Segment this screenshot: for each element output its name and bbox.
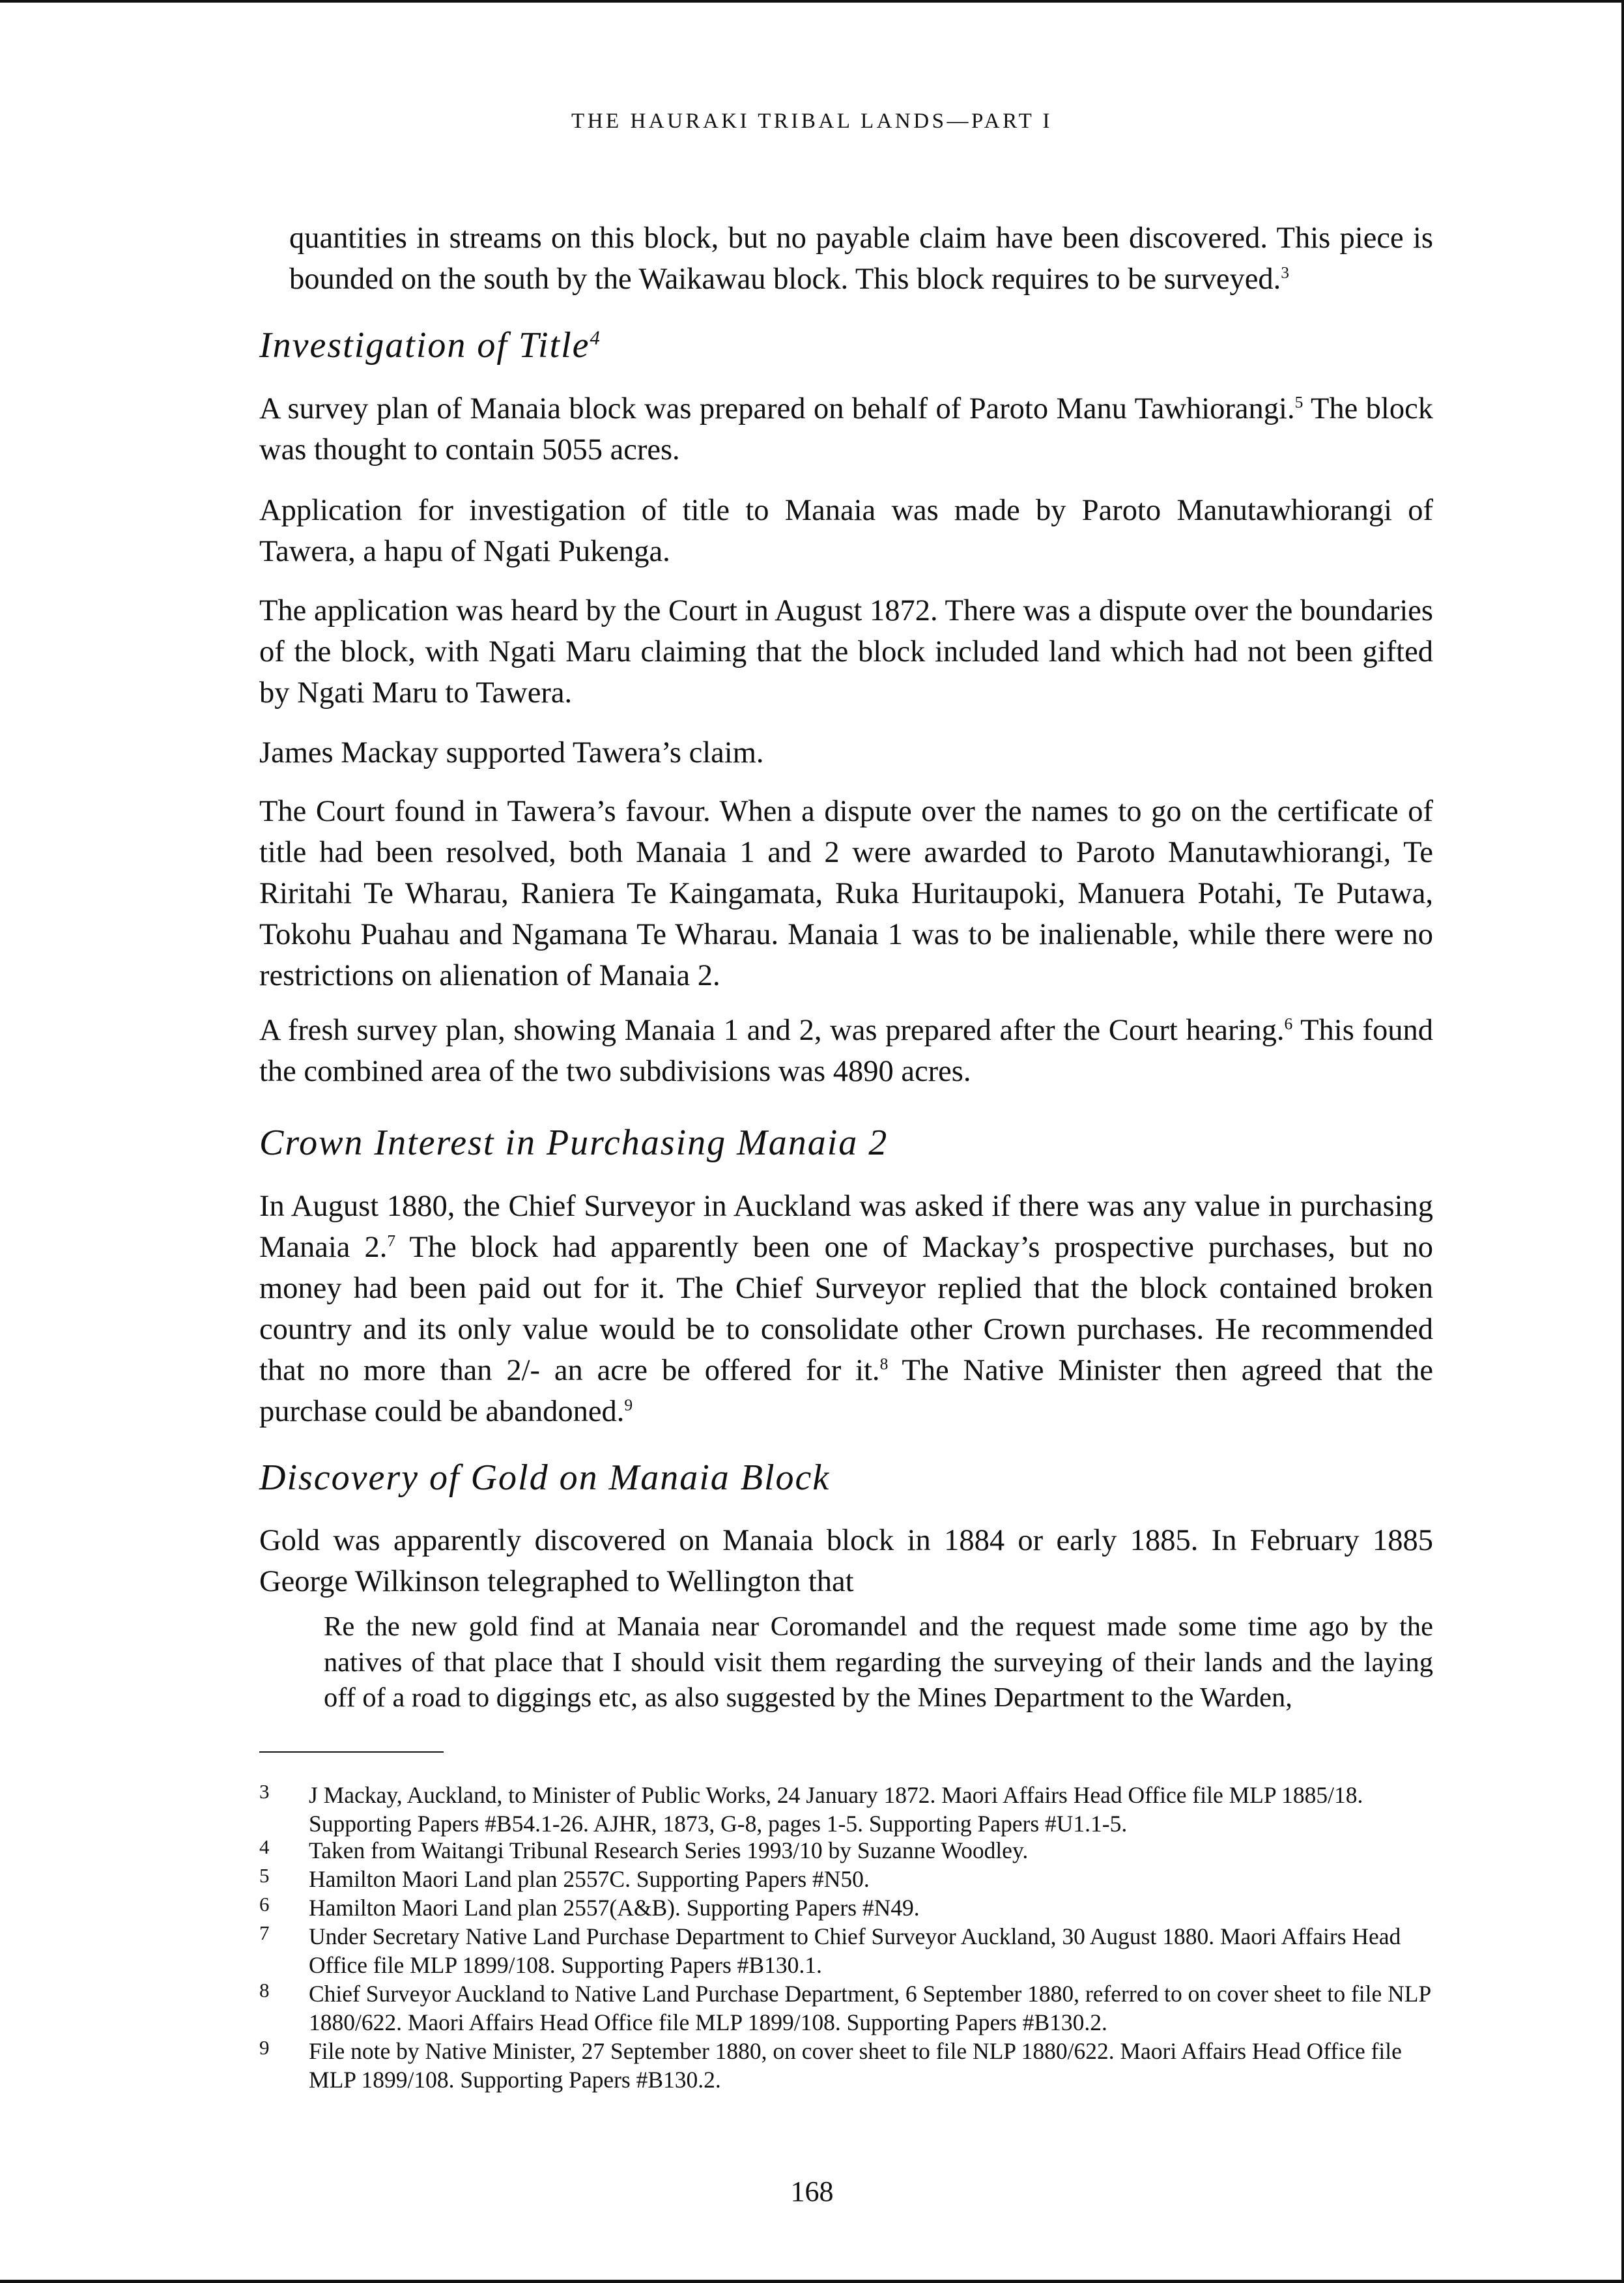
footnote-number: 3 [259, 1780, 270, 1803]
continuation-paragraph [289, 218, 1433, 300]
section-heading [259, 324, 601, 366]
block-quote: Re the new gold find at Manaia near Coromandel and the request made some time ago by the natives of that place that I should visit them regarding the surveying of their lands and the laying off of a road to diggings etc, as also suggested by the Mines Department to the Warden, [324, 1611, 1433, 1713]
footnote-text: Taken from Waitangi Tribunal Research Series 1993/10 by Suzanne Woodley. [309, 1837, 1029, 1863]
footnote-ref: 3 [1281, 263, 1290, 282]
body-paragraph: Gold was apparently discovered on Manaia block in 1884 or early 1885. In February 1885 George Wilkinson telegraphed to Wellington that [259, 1524, 1433, 1598]
continuation-text: quantities in streams on this block, but no payable claim have been discovered. This piece is bounded on the south by the Waikawau block. This block requires to be surveyed. [289, 222, 1433, 296]
footnote-ref: 6 [1284, 1014, 1293, 1033]
footnote-text: Under Secretary Native Land Purchase Department to Chief Surveyor Auckland, 30 August 1880. Maori Affairs Head Office file MLP 1899/108. Supporting Papers #B130.1. [309, 1923, 1401, 1978]
paragraph-text: The block was thought to contain 5055 acres. [259, 392, 1433, 467]
footnote-number: 9 [259, 2036, 270, 2059]
page-border-top [0, 0, 1624, 3]
footnote-rule [259, 1751, 444, 1753]
footnote-number: 6 [259, 1893, 270, 1916]
running-head: THE HAURAKI TRIBAL LANDS—PART I [571, 109, 1053, 133]
page-border-bottom [0, 2280, 1624, 2283]
page-border-right [1621, 0, 1624, 2283]
body-paragraph [259, 388, 1433, 470]
footnote-number: 7 [259, 1921, 270, 1944]
paragraph-text: The Native Minister then agreed that the purchase could be abandoned. [259, 1354, 1433, 1428]
footnote-number: 5 [259, 1864, 270, 1887]
footnote-ref: 8 [879, 1354, 889, 1373]
section-heading: Discovery of Gold on Manaia Block [259, 1457, 831, 1498]
paragraph-text: The block had apparently been one of Mackay’s prospective purchases, but no money had been paid out for it. The Chief Surveyor replied that the block contained broken country and its only value would be to consolidate other Crown purchases. He recommended that no more than 2/- an acre be offered for it. [259, 1231, 1434, 1387]
paragraph-text: A survey plan of Manaia block was prepared on behalf of Paroto Manu Tawhiorangi. [259, 392, 1295, 425]
section-heading: Crown Interest in Purchasing Manaia 2 [259, 1123, 889, 1163]
footnote-number: 8 [259, 1979, 270, 2002]
body-paragraph: Application for investigation of title to Manaia was made by Paroto Manutawhiorangi of Tawera, a hapu of Ngati Pukenga. [259, 494, 1433, 568]
footnote-ref: 5 [1294, 392, 1303, 412]
paragraph-text: This found the combined area of the two subdivisions was 4890 acres. [259, 1014, 1433, 1088]
body-paragraph: James Mackay supported Tawera’s claim. [259, 736, 764, 769]
paragraph-text: In August 1880, the Chief Surveyor in Auckland was asked if there was any value in purchasing Manaia 2. [259, 1190, 1433, 1264]
body-paragraph: The application was heard by the Court in August 1872. There was a dispute over the boundaries of the block, with Ngati Maru claiming that the block included land which had not been gifted by Ngati Maru to Tawera. [259, 594, 1433, 710]
footnote-text: Chief Surveyor Auckland to Native Land Purchase Department, 6 September 1880, referred to on cover sheet to file NLP 1880/622. Maori Affairs Head Office file MLP 1899/108. Supporting Papers #B130.2. [309, 1981, 1431, 2035]
footnote-ref: 9 [624, 1395, 633, 1414]
footnote-ref: 7 [387, 1231, 396, 1250]
footnote-text: Hamilton Maori Land plan 2557(A&B). Supporting Papers #N49. [309, 1895, 920, 1921]
body-paragraph [259, 1010, 1433, 1092]
section-heading-text: Investigation of Title [259, 325, 590, 366]
body-paragraph: The Court found in Tawera’s favour. When a dispute over the names to go on the certificate of title had been resolved, both Manaia 1 and 2 were awarded to Paroto Manutawhiorangi, Te Riritahi Te Wharau, Raniera Te Kaingamata, Ruka Huritaupoki, Manuera Potahi, Te Putawa, Tokohu Puahau and Ngamana Te Wharau. Manaia 1 was to be inalienable, while there were no restrictions on alienation of Manaia 2. [259, 795, 1433, 992]
paragraph-text: A fresh survey plan, showing Manaia 1 and 2, was prepared after the Court hearing. [259, 1014, 1285, 1047]
footnote-number: 4 [259, 1835, 270, 1858]
footnote-ref: 4 [590, 326, 601, 349]
body-paragraph [259, 1186, 1433, 1432]
footnote-text: File note by Native Minister, 27 September 1880, on cover sheet to file NLP 1880/622. Maori Affairs Head Office file MLP 1899/108. Supporting Papers #B130.2. [309, 2038, 1402, 2093]
page-number: 168 [790, 2175, 834, 2207]
footnote-text: Hamilton Maori Land plan 2557C. Supporting Papers #N50. [309, 1866, 870, 1892]
footnote-text: J Mackay, Auckland, to Minister of Public Works, 24 January 1872. Maori Affairs Head Office file MLP 1885/18. Supporting Papers #B54.1-26. AJHR, 1873, G-8, pages 1-5. Supporting Papers #U1.1-5. [309, 1782, 1363, 1837]
